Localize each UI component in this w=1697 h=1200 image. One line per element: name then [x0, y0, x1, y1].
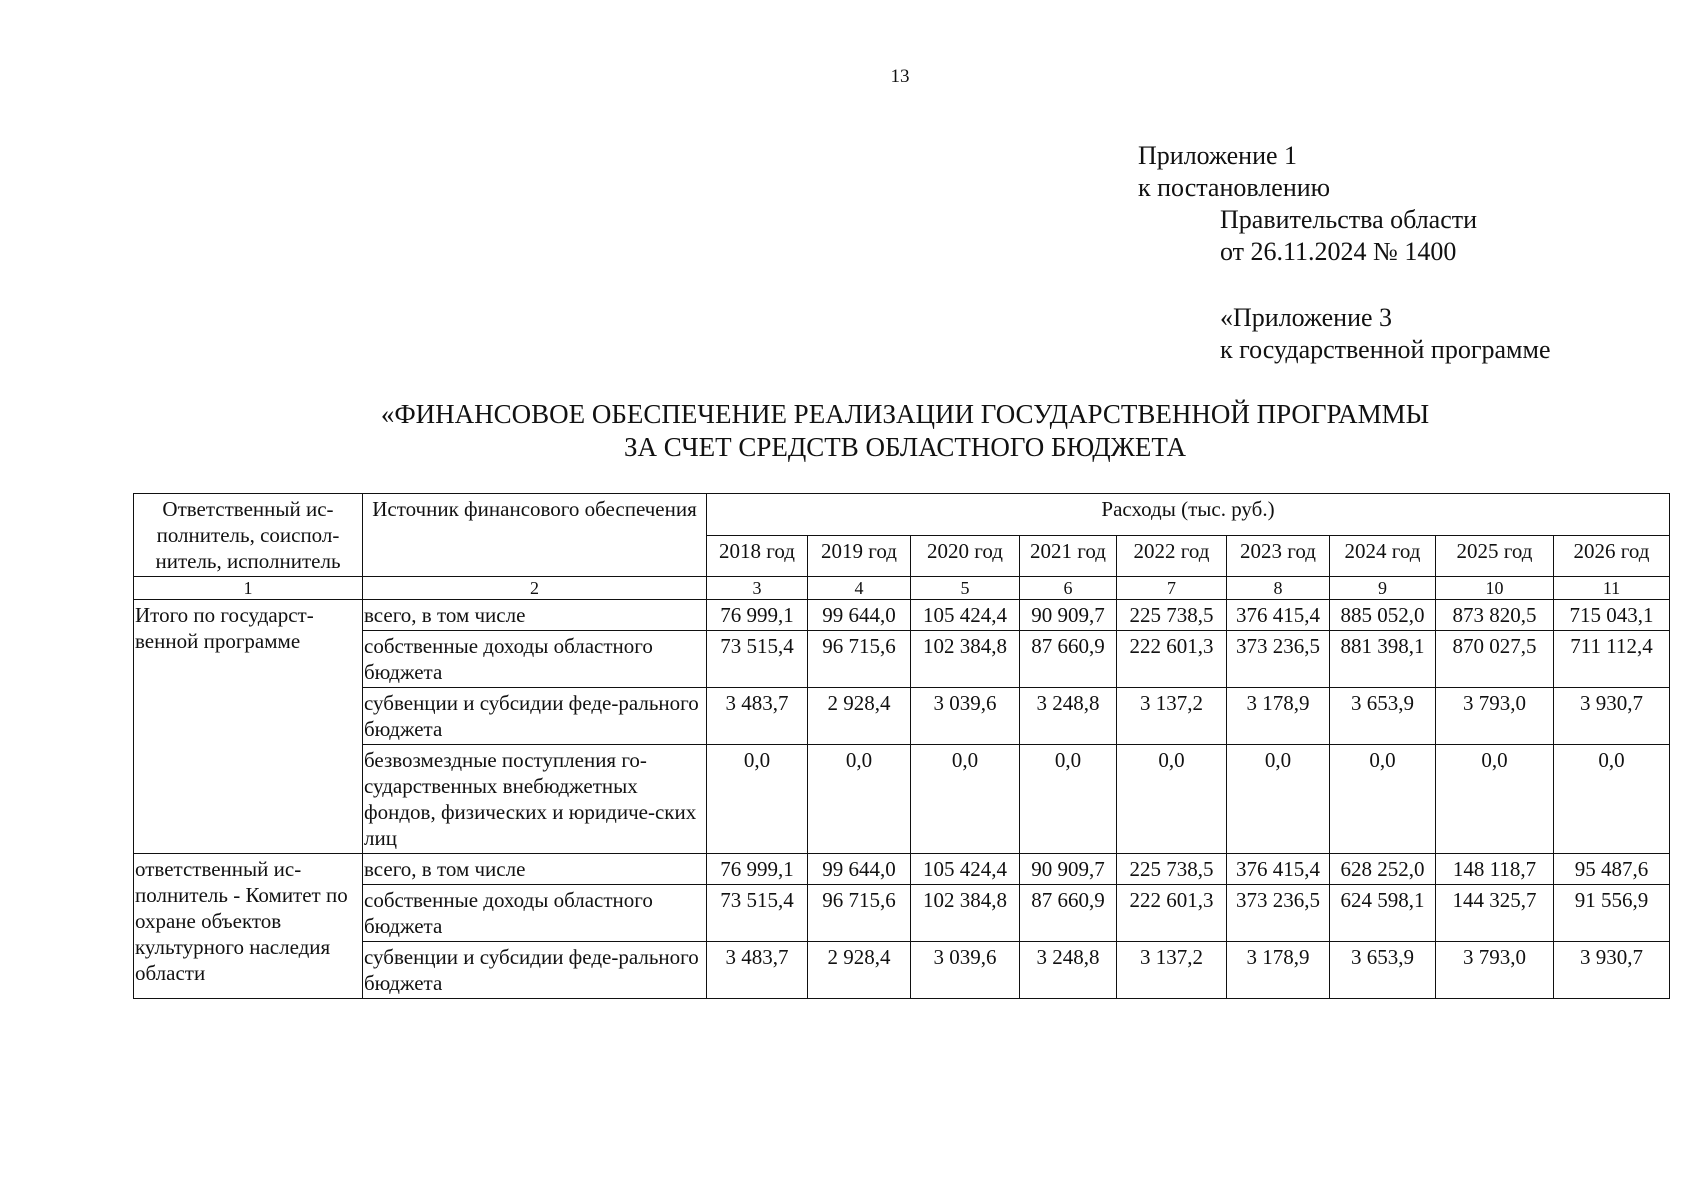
value-cell: 715 043,1	[1554, 600, 1670, 631]
column-index: 2	[363, 577, 707, 600]
value-cell: 0,0	[1020, 745, 1117, 854]
value-cell: 624 598,1	[1330, 885, 1436, 942]
value-cell: 376 415,4	[1227, 600, 1330, 631]
value-cell: 95 487,6	[1554, 854, 1670, 885]
executor-cell: ответственный ис-полнитель - Комитет по охране объектов культурного наследия области	[134, 854, 363, 999]
header-year: 2026 год	[1554, 535, 1670, 577]
appendix-2-line-1: «Приложение 3	[1220, 303, 1393, 332]
value-cell: 3 653,9	[1330, 942, 1436, 999]
column-index: 3	[707, 577, 808, 600]
table-row	[134, 854, 1670, 885]
value-cell: 0,0	[1436, 745, 1554, 854]
value-cell: 885 052,0	[1330, 600, 1436, 631]
appendix-line-3: Правительства области	[1220, 205, 1478, 234]
value-cell: 3 039,6	[911, 688, 1020, 745]
appendix-line-4: от 26.11.2024 № 1400	[1220, 237, 1457, 266]
value-cell: 144 325,7	[1436, 885, 1554, 942]
value-cell: 873 820,5	[1436, 600, 1554, 631]
value-cell: 3 178,9	[1227, 942, 1330, 999]
header-year: 2020 год	[911, 535, 1020, 577]
source-cell: всего, в том числе	[363, 854, 707, 885]
value-cell: 3 653,9	[1330, 688, 1436, 745]
column-index: 9	[1330, 577, 1436, 600]
value-cell: 3 137,2	[1117, 942, 1227, 999]
value-cell: 3 930,7	[1554, 688, 1670, 745]
financing-table	[133, 493, 1670, 999]
appendix-block	[1138, 140, 1477, 268]
table-row	[134, 600, 1670, 631]
value-cell: 73 515,4	[707, 631, 808, 688]
value-cell: 3 248,8	[1020, 942, 1117, 999]
header-source: Источник финансового обеспечения	[363, 494, 707, 577]
value-cell: 0,0	[808, 745, 911, 854]
column-index: 5	[911, 577, 1020, 600]
header-year: 2024 год	[1330, 535, 1436, 577]
table-row	[134, 688, 1670, 745]
value-cell: 225 738,5	[1117, 600, 1227, 631]
value-cell: 3 483,7	[707, 688, 808, 745]
value-cell: 90 909,7	[1020, 600, 1117, 631]
table-row	[134, 885, 1670, 942]
value-cell: 0,0	[1117, 745, 1227, 854]
value-cell: 3 483,7	[707, 942, 808, 999]
appendix-line-2: к постановлению	[1138, 173, 1331, 202]
value-cell: 222 601,3	[1117, 631, 1227, 688]
value-cell: 2 928,4	[808, 688, 911, 745]
value-cell: 3 793,0	[1436, 688, 1554, 745]
header-year: 2023 год	[1227, 535, 1330, 577]
value-cell: 2 928,4	[808, 942, 911, 999]
value-cell: 76 999,1	[707, 600, 808, 631]
value-cell: 0,0	[1227, 745, 1330, 854]
column-index: 1	[134, 577, 363, 600]
column-index: 4	[808, 577, 911, 600]
value-cell: 3 178,9	[1227, 688, 1330, 745]
value-cell: 373 236,5	[1227, 631, 1330, 688]
column-index: 7	[1117, 577, 1227, 600]
appendix-2-block	[1220, 302, 1551, 366]
header-year: 2025 год	[1436, 535, 1554, 577]
appendix-2-line-2: к государственной программе	[1220, 335, 1551, 364]
value-cell: 105 424,4	[911, 600, 1020, 631]
value-cell: 96 715,6	[808, 631, 911, 688]
value-cell: 87 660,9	[1020, 885, 1117, 942]
value-cell: 373 236,5	[1227, 885, 1330, 942]
table-row	[134, 745, 1670, 854]
header-year: 2018 год	[707, 535, 808, 577]
table-row	[134, 942, 1670, 999]
value-cell: 870 027,5	[1436, 631, 1554, 688]
source-cell: всего, в том числе	[363, 600, 707, 631]
value-cell: 102 384,8	[911, 885, 1020, 942]
value-cell: 0,0	[1554, 745, 1670, 854]
value-cell: 376 415,4	[1227, 854, 1330, 885]
table-row	[134, 631, 1670, 688]
column-index: 6	[1020, 577, 1117, 600]
source-cell: собственные доходы областного бюджета	[363, 631, 707, 688]
value-cell: 0,0	[707, 745, 808, 854]
value-cell: 3 793,0	[1436, 942, 1554, 999]
executor-cell: Итого по государст-венной программе	[134, 600, 363, 854]
value-cell: 99 644,0	[808, 854, 911, 885]
header-year: 2022 год	[1117, 535, 1227, 577]
value-cell: 711 112,4	[1554, 631, 1670, 688]
header-year: 2019 год	[808, 535, 911, 577]
value-cell: 0,0	[1330, 745, 1436, 854]
value-cell: 91 556,9	[1554, 885, 1670, 942]
header-expenses: Расходы (тыс. руб.)	[707, 494, 1670, 536]
value-cell: 105 424,4	[911, 854, 1020, 885]
value-cell: 628 252,0	[1330, 854, 1436, 885]
header-year: 2021 год	[1020, 535, 1117, 577]
appendix-line-1: Приложение 1	[1138, 141, 1298, 170]
source-cell: безвозмездные поступления го-сударственных внебюджетных фондов, физических и юридиче-ских лиц	[363, 745, 707, 854]
value-cell: 102 384,8	[911, 631, 1020, 688]
title-line-1: «ФИНАНСОВОЕ ОБЕСПЕЧЕНИЕ РЕАЛИЗАЦИИ ГОСУДАРСТВЕННОЙ ПРОГРАММЫ	[380, 399, 1430, 429]
column-index: 11	[1554, 577, 1670, 600]
column-index-row	[134, 577, 1670, 600]
value-cell: 0,0	[911, 745, 1020, 854]
value-cell: 3 248,8	[1020, 688, 1117, 745]
value-cell: 73 515,4	[707, 885, 808, 942]
value-cell: 3 039,6	[911, 942, 1020, 999]
page-number: 13	[890, 66, 910, 87]
value-cell: 881 398,1	[1330, 631, 1436, 688]
title-line-2: ЗА СЧЕТ СРЕДСТВ ОБЛАСТНОГО БЮДЖЕТА	[623, 432, 1187, 462]
value-cell: 96 715,6	[808, 885, 911, 942]
header-row-1	[134, 494, 1670, 536]
value-cell: 3 930,7	[1554, 942, 1670, 999]
value-cell: 225 738,5	[1117, 854, 1227, 885]
value-cell: 76 999,1	[707, 854, 808, 885]
source-cell: собственные доходы областного бюджета	[363, 885, 707, 942]
value-cell: 222 601,3	[1117, 885, 1227, 942]
value-cell: 148 118,7	[1436, 854, 1554, 885]
value-cell: 90 909,7	[1020, 854, 1117, 885]
document-title	[340, 398, 1470, 464]
value-cell: 99 644,0	[808, 600, 911, 631]
header-executor: Ответственный ис-полнитель, соиспол-нитель, исполнитель	[134, 494, 363, 577]
column-index: 8	[1227, 577, 1330, 600]
value-cell: 3 137,2	[1117, 688, 1227, 745]
source-cell: субвенции и субсидии феде-рального бюджета	[363, 688, 707, 745]
column-index: 10	[1436, 577, 1554, 600]
source-cell: субвенции и субсидии феде-рального бюджета	[363, 942, 707, 999]
value-cell: 87 660,9	[1020, 631, 1117, 688]
